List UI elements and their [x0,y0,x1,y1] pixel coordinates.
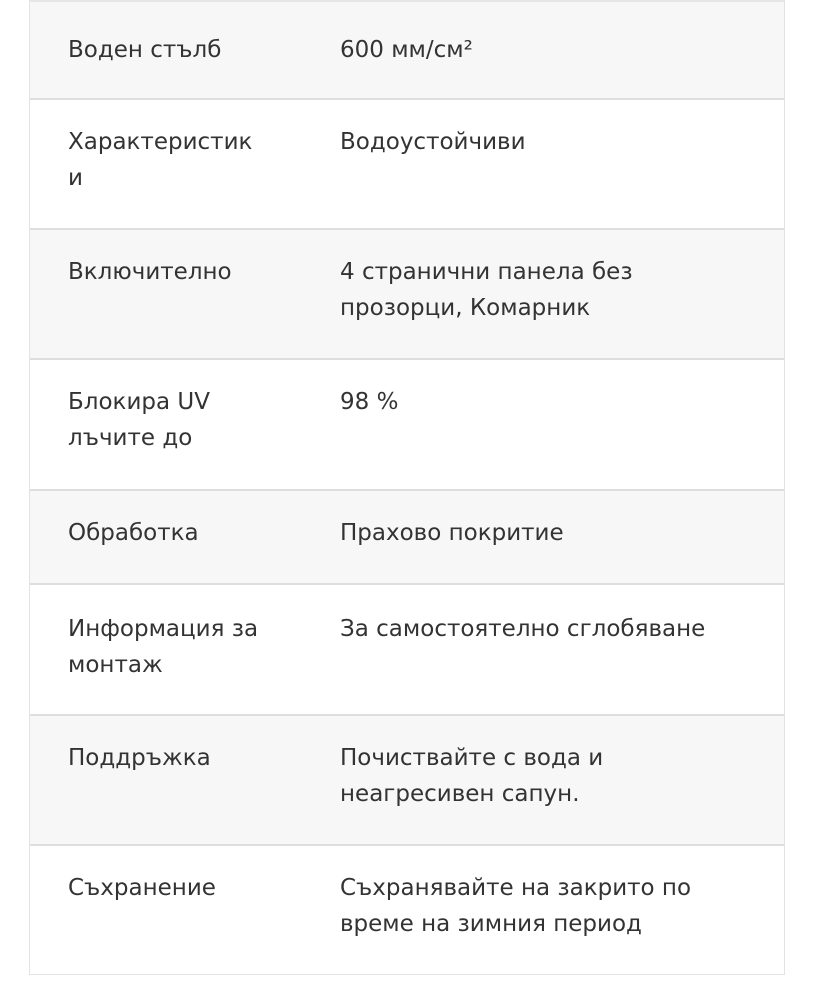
spec-value: Водоустойчиви [340,129,526,155]
spec-value: 98 % [340,389,399,415]
spec-row-uv-block [30,358,784,489]
spec-row-treatment [30,489,784,583]
spec-label: Поддръжка [68,745,211,771]
spec-row-assembly-info [30,583,784,714]
spec-value: 600 мм/см² [340,37,473,63]
spec-label: Информация за монтаж [68,616,259,678]
spec-row-water-column [30,0,784,98]
spec-value: За самостоятелно сглобяване [340,616,706,642]
spec-row-storage [30,844,784,974]
spec-value: Почиствайте с вода и неагресивен сапун. [340,745,604,807]
spec-label: Съхранение [68,875,216,901]
spec-value: 4 странични панела без прозорци, Комарник [340,259,633,321]
spec-label: Воден стълб [68,37,222,63]
spec-label: Обработка [68,520,199,546]
spec-value: Съхранявайте на закрито по време на зимния период [340,875,692,937]
spec-row-included [30,228,784,358]
spec-row-characteristics [30,98,784,228]
spec-label: Включително [68,259,232,285]
spec-value: Прахово покритие [340,520,564,546]
specifications-table [29,0,785,975]
spec-label: Блокира UV лъчите до [68,389,210,451]
spec-row-maintenance [30,714,784,844]
spec-label: Характеристики [68,129,253,191]
